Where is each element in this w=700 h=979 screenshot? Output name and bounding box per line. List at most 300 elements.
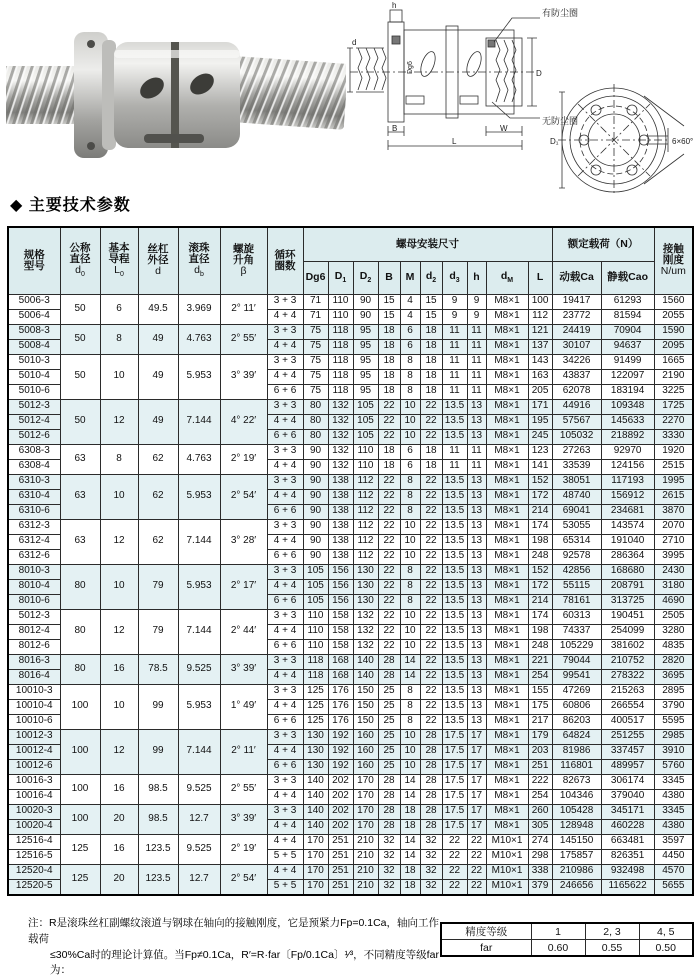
- value-cell-10: 104346: [552, 789, 601, 804]
- model-cell: 12520-4: [8, 864, 60, 879]
- model-cell: 5012-3: [8, 399, 60, 414]
- value-cell-8: M8×1: [486, 504, 528, 519]
- col-B: B: [378, 261, 400, 294]
- value-cell-12: 1590: [654, 324, 693, 339]
- value-cell-5: 28: [420, 759, 442, 774]
- value-cell-8: M8×1: [486, 354, 528, 369]
- value-cell-1: 138: [328, 534, 353, 549]
- value-cell-4: 14: [400, 669, 420, 684]
- table-row: [8, 474, 693, 489]
- value-cell-7: 11: [467, 324, 486, 339]
- value-cell-0: 125: [303, 699, 328, 714]
- value-cell-3: 22: [378, 549, 400, 564]
- value-cell-11: 337457: [601, 744, 654, 759]
- value-cell-10: 24419: [552, 324, 601, 339]
- value-cell-10: 81986: [552, 744, 601, 759]
- screw-od-cell: 79: [138, 609, 178, 654]
- value-cell-0: 125: [303, 714, 328, 729]
- value-cell-3: 25: [378, 684, 400, 699]
- value-cell-4: 18: [400, 864, 420, 879]
- value-cell-8: M8×1: [486, 654, 528, 669]
- table-row: [8, 354, 693, 369]
- value-cell-5: 22: [420, 429, 442, 444]
- helix-angle-cell: 3° 39′: [220, 654, 267, 684]
- lead-cell: 16: [100, 654, 138, 684]
- value-cell-1: 156: [328, 564, 353, 579]
- value-cell-5: 18: [420, 369, 442, 384]
- model-cell: 8010-6: [8, 594, 60, 609]
- value-cell-0: 75: [303, 384, 328, 399]
- turns-cell: 3 + 3: [267, 354, 303, 369]
- value-cell-9: 221: [528, 654, 552, 669]
- model-cell: 8012-4: [8, 624, 60, 639]
- value-cell-8: M10×1: [486, 834, 528, 849]
- value-cell-0: 118: [303, 669, 328, 684]
- value-cell-8: M8×1: [486, 369, 528, 384]
- value-cell-10: 62078: [552, 384, 601, 399]
- screw-od-cell: 99: [138, 729, 178, 774]
- turns-cell: 3 + 3: [267, 474, 303, 489]
- lead-cell: 10: [100, 564, 138, 609]
- value-cell-10: 175857: [552, 849, 601, 864]
- value-cell-7: 13: [467, 714, 486, 729]
- value-cell-11: 183194: [601, 384, 654, 399]
- value-cell-1: 192: [328, 744, 353, 759]
- value-cell-11: 379040: [601, 789, 654, 804]
- value-cell-6: 9: [442, 309, 467, 324]
- value-cell-0: 90: [303, 474, 328, 489]
- value-cell-0: 130: [303, 759, 328, 774]
- value-cell-8: M8×1: [486, 609, 528, 624]
- value-cell-0: 170: [303, 834, 328, 849]
- col-L: L: [528, 261, 552, 294]
- value-cell-9: 198: [528, 534, 552, 549]
- value-cell-3: 22: [378, 489, 400, 504]
- model-cell: 6310-6: [8, 504, 60, 519]
- value-cell-2: 132: [353, 624, 378, 639]
- value-cell-11: 190451: [601, 609, 654, 624]
- turns-cell: 4 + 4: [267, 624, 303, 639]
- value-cell-6: 13.5: [442, 429, 467, 444]
- value-cell-1: 138: [328, 474, 353, 489]
- value-cell-11: 156912: [601, 489, 654, 504]
- value-cell-8: M8×1: [486, 459, 528, 474]
- value-cell-2: 160: [353, 744, 378, 759]
- value-cell-9: 172: [528, 489, 552, 504]
- value-cell-4: 8: [400, 369, 420, 384]
- value-cell-10: 30107: [552, 339, 601, 354]
- value-cell-5: 22: [420, 414, 442, 429]
- model-cell: 8010-4: [8, 579, 60, 594]
- value-cell-9: 254: [528, 669, 552, 684]
- helix-angle-cell: 2° 11′: [220, 729, 267, 774]
- value-cell-3: 18: [378, 324, 400, 339]
- value-cell-8: M8×1: [486, 549, 528, 564]
- value-cell-4: 10: [400, 534, 420, 549]
- value-cell-9: 245: [528, 429, 552, 444]
- value-cell-9: 141: [528, 459, 552, 474]
- value-cell-7: 17: [467, 744, 486, 759]
- model-cell: 10010-3: [8, 684, 60, 699]
- value-cell-7: 22: [467, 864, 486, 879]
- value-cell-6: 13.5: [442, 549, 467, 564]
- value-cell-2: 150: [353, 714, 378, 729]
- value-cell-7: 11: [467, 384, 486, 399]
- value-cell-10: 60313: [552, 609, 601, 624]
- lead-cell: 10: [100, 354, 138, 399]
- d0-cell: 80: [60, 609, 100, 654]
- value-cell-12: 3870: [654, 504, 693, 519]
- model-cell: 5010-6: [8, 384, 60, 399]
- value-cell-12: 3345: [654, 804, 693, 819]
- value-cell-1: 132: [328, 414, 353, 429]
- value-cell-7: 13: [467, 624, 486, 639]
- value-cell-3: 22: [378, 534, 400, 549]
- value-cell-5: 22: [420, 684, 442, 699]
- turns-cell: 4 + 4: [267, 579, 303, 594]
- value-cell-5: 32: [420, 879, 442, 895]
- value-cell-2: 132: [353, 639, 378, 654]
- d0-cell: 100: [60, 774, 100, 804]
- value-cell-1: 132: [328, 459, 353, 474]
- ball-dia-cell: 12.7: [178, 864, 220, 895]
- model-cell: 12520-5: [8, 879, 60, 895]
- value-cell-4: 8: [400, 504, 420, 519]
- value-cell-7: 9: [467, 294, 486, 309]
- value-cell-9: 254: [528, 789, 552, 804]
- value-cell-2: 150: [353, 699, 378, 714]
- value-cell-6: 13.5: [442, 534, 467, 549]
- value-cell-7: 13: [467, 474, 486, 489]
- value-cell-9: 338: [528, 864, 552, 879]
- model-cell: 6312-4: [8, 534, 60, 549]
- value-cell-6: 11: [442, 339, 467, 354]
- value-cell-5: 22: [420, 714, 442, 729]
- value-cell-8: M8×1: [486, 324, 528, 339]
- value-cell-6: 22: [442, 834, 467, 849]
- value-cell-11: 122097: [601, 369, 654, 384]
- col-dM: $d_M$: [486, 261, 528, 294]
- value-cell-4: 6: [400, 459, 420, 474]
- value-cell-12: 3597: [654, 834, 693, 849]
- value-cell-6: 22: [442, 864, 467, 879]
- model-cell: 12516-4: [8, 834, 60, 849]
- table-row: [8, 294, 693, 309]
- lead-cell: 12: [100, 729, 138, 774]
- value-cell-10: 105229: [552, 639, 601, 654]
- table-row: [8, 774, 693, 789]
- lead-cell: 20: [100, 864, 138, 895]
- value-cell-1: 251: [328, 864, 353, 879]
- dim-D: D: [536, 69, 542, 78]
- value-cell-3: 22: [378, 624, 400, 639]
- value-cell-7: 11: [467, 339, 486, 354]
- value-cell-2: 140: [353, 669, 378, 684]
- value-cell-3: 25: [378, 729, 400, 744]
- value-cell-12: 3330: [654, 429, 693, 444]
- value-cell-11: 70904: [601, 324, 654, 339]
- value-cell-10: 82673: [552, 774, 601, 789]
- lead-cell: 12: [100, 609, 138, 654]
- col-d3: $d_3$: [442, 261, 467, 294]
- value-cell-0: 118: [303, 654, 328, 669]
- lead-cell: 12: [100, 519, 138, 564]
- value-cell-11: 932498: [601, 864, 654, 879]
- value-cell-6: 17.5: [442, 774, 467, 789]
- value-cell-12: 3225: [654, 384, 693, 399]
- value-cell-6: 22: [442, 879, 467, 895]
- value-cell-3: 28: [378, 654, 400, 669]
- value-cell-6: 13.5: [442, 684, 467, 699]
- technical-drawing-image: [346, 0, 700, 198]
- table-row: [8, 684, 693, 699]
- value-cell-6: 11: [442, 354, 467, 369]
- value-cell-11: 400517: [601, 714, 654, 729]
- value-cell-1: 251: [328, 834, 353, 849]
- value-cell-12: 2985: [654, 729, 693, 744]
- turns-cell: 4 + 4: [267, 369, 303, 384]
- value-cell-0: 90: [303, 459, 328, 474]
- turns-cell: 4 + 4: [267, 669, 303, 684]
- value-cell-1: 202: [328, 789, 353, 804]
- table-row: [8, 654, 693, 669]
- screw-od-cell: 62: [138, 474, 178, 519]
- value-cell-3: 18: [378, 444, 400, 459]
- value-cell-11: 215263: [601, 684, 654, 699]
- value-cell-3: 25: [378, 714, 400, 729]
- d0-cell: 50: [60, 294, 100, 324]
- value-cell-3: 28: [378, 774, 400, 789]
- value-cell-2: 105: [353, 399, 378, 414]
- value-cell-5: 22: [420, 564, 442, 579]
- value-cell-12: 4380: [654, 819, 693, 834]
- value-cell-11: 663481: [601, 834, 654, 849]
- turns-cell: 6 + 6: [267, 714, 303, 729]
- value-cell-10: 78161: [552, 594, 601, 609]
- value-cell-8: M8×1: [486, 309, 528, 324]
- value-cell-3: 22: [378, 414, 400, 429]
- value-cell-2: 150: [353, 684, 378, 699]
- value-cell-4: 10: [400, 549, 420, 564]
- turns-cell: 3 + 3: [267, 804, 303, 819]
- turns-cell: 4 + 4: [267, 819, 303, 834]
- value-cell-5: 22: [420, 579, 442, 594]
- turns-cell: 4 + 4: [267, 459, 303, 474]
- value-cell-7: 13: [467, 504, 486, 519]
- value-cell-4: 14: [400, 834, 420, 849]
- value-cell-9: 274: [528, 834, 552, 849]
- value-cell-4: 8: [400, 594, 420, 609]
- value-cell-11: 91499: [601, 354, 654, 369]
- value-cell-5: 28: [420, 744, 442, 759]
- value-cell-4: 10: [400, 744, 420, 759]
- value-cell-9: 214: [528, 594, 552, 609]
- ball-dia-cell: 4.763: [178, 324, 220, 354]
- value-cell-6: 17.5: [442, 804, 467, 819]
- value-cell-2: 170: [353, 804, 378, 819]
- value-cell-6: 17.5: [442, 729, 467, 744]
- value-cell-11: 345171: [601, 804, 654, 819]
- value-cell-8: M8×1: [486, 384, 528, 399]
- value-cell-7: 17: [467, 759, 486, 774]
- value-cell-6: 11: [442, 459, 467, 474]
- value-cell-11: 92970: [601, 444, 654, 459]
- ball-dia-cell: 5.953: [178, 474, 220, 519]
- value-cell-9: 174: [528, 519, 552, 534]
- value-cell-2: 210: [353, 879, 378, 895]
- value-cell-9: 222: [528, 774, 552, 789]
- d0-cell: 50: [60, 399, 100, 444]
- value-cell-12: 5655: [654, 879, 693, 895]
- value-cell-2: 130: [353, 564, 378, 579]
- model-cell: 10010-4: [8, 699, 60, 714]
- value-cell-7: 13: [467, 564, 486, 579]
- screw-od-cell: 62: [138, 444, 178, 474]
- value-cell-7: 17: [467, 804, 486, 819]
- value-cell-10: 246656: [552, 879, 601, 895]
- table-row: [8, 804, 693, 819]
- value-cell-10: 128948: [552, 819, 601, 834]
- value-cell-8: M8×1: [486, 669, 528, 684]
- value-cell-7: 13: [467, 414, 486, 429]
- technical-drawing: [346, 0, 700, 198]
- value-cell-3: 18: [378, 339, 400, 354]
- value-cell-12: 5595: [654, 714, 693, 729]
- helix-angle-cell: 2° 17′: [220, 564, 267, 609]
- value-cell-3: 18: [378, 459, 400, 474]
- value-cell-0: 140: [303, 789, 328, 804]
- table-row: [8, 834, 693, 849]
- value-cell-9: 248: [528, 549, 552, 564]
- value-cell-0: 71: [303, 309, 328, 324]
- value-cell-6: 13.5: [442, 609, 467, 624]
- value-cell-1: 110: [328, 294, 353, 309]
- screw-od-cell: 98.5: [138, 774, 178, 804]
- value-cell-4: 14: [400, 774, 420, 789]
- footnote-line2: ≤30%Ca时的理论计算值。当Fp≠0.1Ca，R′=R·far〔Fp/0.1Ca〕¹⁄³，不同精度等级far为：: [28, 948, 440, 979]
- value-cell-10: 27263: [552, 444, 601, 459]
- value-cell-9: 137: [528, 339, 552, 354]
- value-cell-8: M8×1: [486, 699, 528, 714]
- value-cell-1: 118: [328, 324, 353, 339]
- dim-D1: D₁: [550, 137, 559, 146]
- ball-dia-cell: 5.953: [178, 354, 220, 399]
- value-cell-9: 305: [528, 819, 552, 834]
- helix-angle-cell: 4° 22′: [220, 399, 267, 444]
- value-cell-1: 168: [328, 669, 353, 684]
- col-helix-angle: 螺旋 升角 β: [220, 227, 267, 294]
- value-cell-2: 105: [353, 414, 378, 429]
- value-cell-9: 379: [528, 879, 552, 895]
- value-cell-12: 2430: [654, 564, 693, 579]
- lead-cell: 8: [100, 324, 138, 354]
- lead-cell: 6: [100, 294, 138, 324]
- lead-cell: 20: [100, 804, 138, 834]
- table-row: [8, 399, 693, 414]
- value-cell-10: 55115: [552, 579, 601, 594]
- value-cell-1: 138: [328, 549, 353, 564]
- col-动载Ca: 动载Ca: [552, 261, 601, 294]
- value-cell-6: 13.5: [442, 654, 467, 669]
- helix-angle-cell: 2° 11′: [220, 294, 267, 324]
- value-cell-1: 202: [328, 819, 353, 834]
- value-cell-7: 13: [467, 429, 486, 444]
- value-cell-12: 1920: [654, 444, 693, 459]
- value-cell-12: 2270: [654, 414, 693, 429]
- value-cell-8: M8×1: [486, 414, 528, 429]
- model-cell: 10012-4: [8, 744, 60, 759]
- value-cell-2: 130: [353, 594, 378, 609]
- value-cell-9: 100: [528, 294, 552, 309]
- value-cell-10: 60806: [552, 699, 601, 714]
- value-cell-4: 8: [400, 489, 420, 504]
- without-dust-ring-label: 无防尘圈: [542, 115, 578, 126]
- value-cell-3: 15: [378, 294, 400, 309]
- value-cell-1: 132: [328, 429, 353, 444]
- value-cell-1: 118: [328, 369, 353, 384]
- value-cell-9: 175: [528, 699, 552, 714]
- value-cell-2: 110: [353, 444, 378, 459]
- table-row: [8, 564, 693, 579]
- screw-od-cell: 49: [138, 324, 178, 354]
- value-cell-5: 32: [420, 864, 442, 879]
- value-cell-5: 28: [420, 774, 442, 789]
- value-cell-5: 15: [420, 294, 442, 309]
- value-cell-12: 2515: [654, 459, 693, 474]
- value-cell-3: 25: [378, 699, 400, 714]
- value-cell-8: M10×1: [486, 849, 528, 864]
- value-cell-11: 254099: [601, 624, 654, 639]
- value-cell-12: 1560: [654, 294, 693, 309]
- turns-cell: 4 + 4: [267, 534, 303, 549]
- screw-od-cell: 49: [138, 354, 178, 399]
- table-row: [8, 729, 693, 744]
- value-cell-5: 32: [420, 834, 442, 849]
- value-cell-7: 13: [467, 534, 486, 549]
- value-cell-9: 163: [528, 369, 552, 384]
- value-cell-4: 10: [400, 759, 420, 774]
- ball-dia-cell: 3.969: [178, 294, 220, 324]
- value-cell-4: 10: [400, 399, 420, 414]
- value-cell-10: 19417: [552, 294, 601, 309]
- value-cell-6: 13.5: [442, 414, 467, 429]
- screw-od-cell: 49: [138, 399, 178, 444]
- value-cell-4: 6: [400, 444, 420, 459]
- value-cell-2: 170: [353, 789, 378, 804]
- value-cell-11: 251255: [601, 729, 654, 744]
- ball-dia-cell: 5.953: [178, 564, 220, 609]
- d0-cell: 50: [60, 324, 100, 354]
- value-cell-8: M8×1: [486, 294, 528, 309]
- value-cell-10: 47269: [552, 684, 601, 699]
- value-cell-0: 80: [303, 414, 328, 429]
- turns-cell: 6 + 6: [267, 429, 303, 444]
- value-cell-8: M8×1: [486, 339, 528, 354]
- value-cell-1: 110: [328, 309, 353, 324]
- turns-cell: 3 + 3: [267, 609, 303, 624]
- model-cell: 5006-3: [8, 294, 60, 309]
- value-cell-4: 18: [400, 804, 420, 819]
- turns-cell: 4 + 4: [267, 414, 303, 429]
- value-cell-0: 170: [303, 879, 328, 895]
- value-cell-11: 286364: [601, 549, 654, 564]
- value-cell-2: 132: [353, 609, 378, 624]
- value-cell-0: 105: [303, 594, 328, 609]
- value-cell-0: 110: [303, 639, 328, 654]
- value-cell-11: 117193: [601, 474, 654, 489]
- value-cell-10: 42856: [552, 564, 601, 579]
- value-cell-0: 140: [303, 774, 328, 789]
